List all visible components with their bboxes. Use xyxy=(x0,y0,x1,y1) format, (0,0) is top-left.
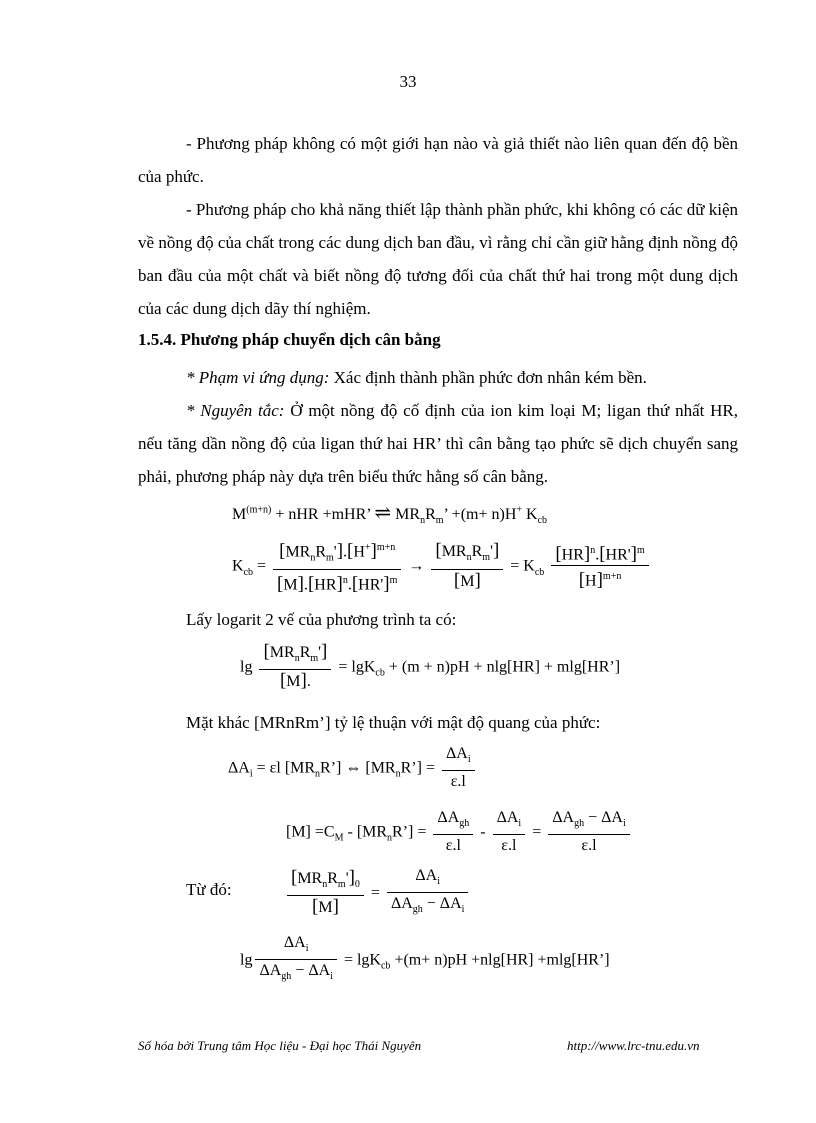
log-intro: Lấy logarit 2 vế của phương trình ta có: xyxy=(186,610,457,629)
kcb-equation: $K_{cb}$ = $\frac{[MR_nR_m'].[H^+]^{m+n}}{[M].[HR]^n.[HR']^m}$ → $\frac{[MR_nR_m']}{[M]}$ = $K_{cb}$ $\frac{[HR]^n.[HR']^m}{[H]^{m+n}}$ xyxy=(232,538,652,596)
principle-text: Ở một nồng độ cố định của ion kim loại M; ligan thứ nhất HR, nếu tăng dần nồng độ của ligan thứ hai HR’ thì cân bằng tạo phức sẽ dịch chuyển sang phải, phương pháp này dựa trên biểu thức hằng số cân bằng. xyxy=(138,401,738,486)
scope-label: * Phạm vi ứng dụng: xyxy=(186,368,330,387)
scope-text: Xác định thành phần phức đơn nhân kém bền. xyxy=(329,368,647,387)
reaction-equation: $M^{(m+n)}$ + nHR +mHR’ ⇌ $MR_nR_m$’ +(m+ n)H+ $K_{cb}$ xyxy=(232,502,548,527)
paragraph-2: - Phương pháp cho khả năng thiết lập thành phần phức, khi không có các dữ kiện về nồng độ của chất trong các dung dịch ban đầu, vì rằng chỉ cần giữ hằng định nồng độ ban đầu của một chất và biết nồng độ tương đối của chất thứ hai trong một dung dịch của các dung dịch dãy thí nghiệm. xyxy=(138,200,738,318)
log-equation: lg $\frac{[MR_nR_m']}{[M].}$ = lgK$_{cb}$ + (m + n)pH + nlg[HR] + mlg[HR’] xyxy=(240,641,621,692)
footer-url: http://www.lrc-tnu.edu.vn xyxy=(567,1038,700,1053)
ratio-equation: $\frac{[MR_nR_m']_0}{[M]}$ = $\frac{\Delta A_i}{\Delta A_{gh} - \Delta A_i}$ xyxy=(284,866,471,921)
from-label: Từ đó: xyxy=(186,880,232,899)
principle-paragraph xyxy=(138,394,738,493)
principle-label: * Nguyên tắc: xyxy=(186,401,285,420)
section-heading: 1.5.4. Phương pháp chuyển dịch cân bằng xyxy=(138,330,441,349)
paragraph-1: - Phương pháp không có một giới hạn nào và giả thiết nào liên quan đến độ bền của phức. xyxy=(138,134,738,186)
absorbance-intro: Mặt khác [MRnRm’] tỷ lệ thuận với mật độ quang của phức: xyxy=(186,713,601,732)
metal-concentration-equation: $[M] =C_M$ - $[MR_nR’]$ = $\frac{\Delta A_{gh}}{\varepsilon.l}$ - $\frac{\Delta A_i}{\varepsilon.l}$ = $\frac{\Delta A_{gh} - \Delta A_i}{\varepsilon.l}$ xyxy=(286,808,633,857)
footer-source: Số hóa bởi Trung tâm Học liệu - Đại học Thái Nguyên xyxy=(138,1038,422,1053)
scope-paragraph xyxy=(138,361,738,394)
page-number: 33 xyxy=(399,72,417,91)
absorbance-equation: $\Delta A_i = \varepsilon l$ $[MR_nR’]$ ⇔ $[MR_nR’]$ = $\frac{\Delta A_i}{\varepsilon.l}$ xyxy=(228,744,478,793)
final-log-equation: lg $\frac{\Delta A_i}{\Delta A_{gh} - \Delta A_i}$ = lgK$_{cb}$ +(m+ n)pH +nlg[HR] +mlg[HR’] xyxy=(240,934,610,983)
